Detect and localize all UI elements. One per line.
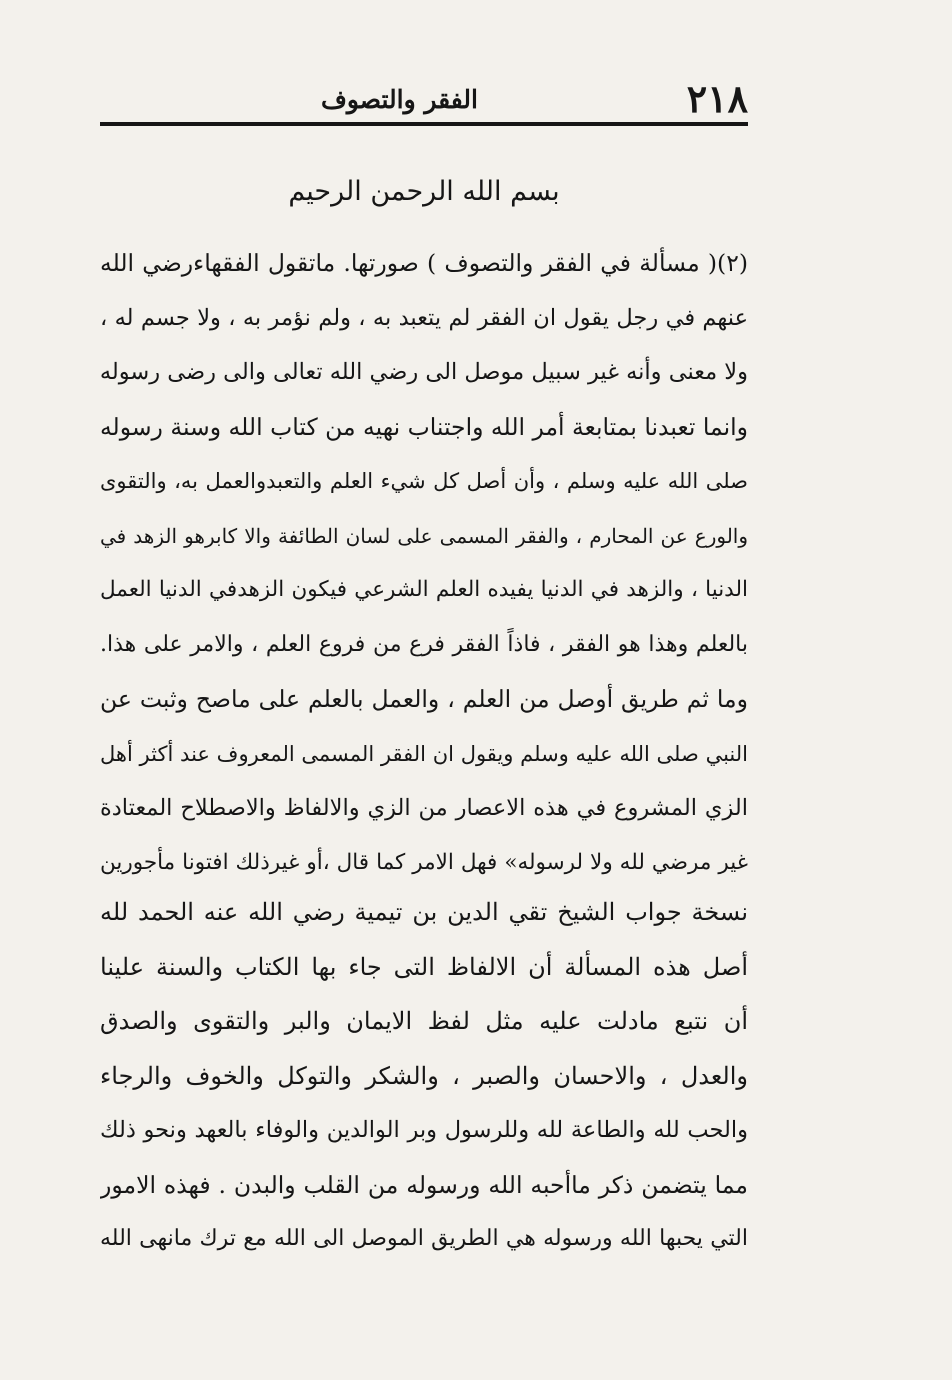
question-line: بالعلم وهذا هو الفقر ، فاذاً الفقر فرع من فروع العلم ، والامر على هذا. (100, 631, 748, 657)
question-line: وانما تعبدنا بمتابعة أمر الله واجتناب نهيه من كتاب الله وسنة رسوله (100, 412, 748, 441)
question-line: وما ثم طريق أوصل من العلم ، والعمل بالعلم على ماصح وثبت عن (100, 685, 748, 713)
running-title: الفقر والتصوف (320, 85, 478, 114)
question-line: الدنيا ، والزهد في الدنيا يفيده العلم الشرعي فيكون الزهدفي الدنيا العمل (100, 577, 748, 602)
question-line: النبي صلى الله عليه وسلم ويقول ان الفقر المسمى المعروف عند أكثر أهل (100, 741, 748, 766)
question-paragraph (100, 236, 748, 890)
answer-line: نسخة جواب الشيخ تقي الدين بن تيمية رضي الله عنه الحمد لله (100, 898, 748, 926)
header-rule (100, 122, 748, 126)
question-line: صلى الله عليه وسلم ، وأن أصل كل شيء العلم والتعبدوالعمل به، والتقوى (100, 469, 748, 493)
basmala: بسم الله الرحمن الرحيم (288, 176, 560, 207)
page-number: ٢١٨ (686, 76, 748, 121)
answer-line: التي يحبها الله ورسوله هي الطريق الموصل الى الله مع ترك مانهى الله (100, 1226, 748, 1251)
page-header (100, 76, 748, 122)
question-line: الزي المشروع في هذه الاعصار من الزي والالفاظ والاصطلاح المعتادة (100, 795, 748, 821)
question-line: (٢)( مسألة في الفقر والتصوف ) صورتها. ماتقول الفقهاءرضي الله (100, 249, 748, 277)
answer-line: والعدل ، والاحسان والصبر ، والشكر والتوكل والخوف والرجاء (100, 1061, 748, 1090)
question-line: عنهم في رجل يقول ان الفقر لم يتعبد به ، ولم نؤمر به ، ولا جسم له ، (100, 304, 748, 331)
question-line: ولا معنى وأنه غير سبيل موصل الى رضي الله تعالى والى رضى رسوله (100, 359, 748, 385)
answer-line: أن نتبع مادلت عليه مثل لفظ الايمان والبر والتقوى والصدق (100, 1007, 748, 1035)
question-line: غير مرضي لله ولا لرسوله» فهل الامر كما قال ،أو غيرذلك افتونا مأجورين (100, 849, 748, 875)
answer-paragraph (100, 885, 748, 1267)
answer-line: مما يتضمن ذكر ماأحبه الله ورسوله من القلب والبدن . فهذه الامور (100, 1170, 748, 1199)
answer-line: والحب لله والطاعة لله وللرسول وبر الوالدين والوفاء بالعهد ونحو ذلك (100, 1117, 748, 1143)
answer-line: أصل هذه المسألة أن الالفاظ التى جاء بها الكتاب والسنة علينا (100, 952, 748, 981)
question-line: والورع عن المحارم ، والفقر المسمى على لسان الطائفة والا كابرهو الزهد في (100, 523, 748, 548)
